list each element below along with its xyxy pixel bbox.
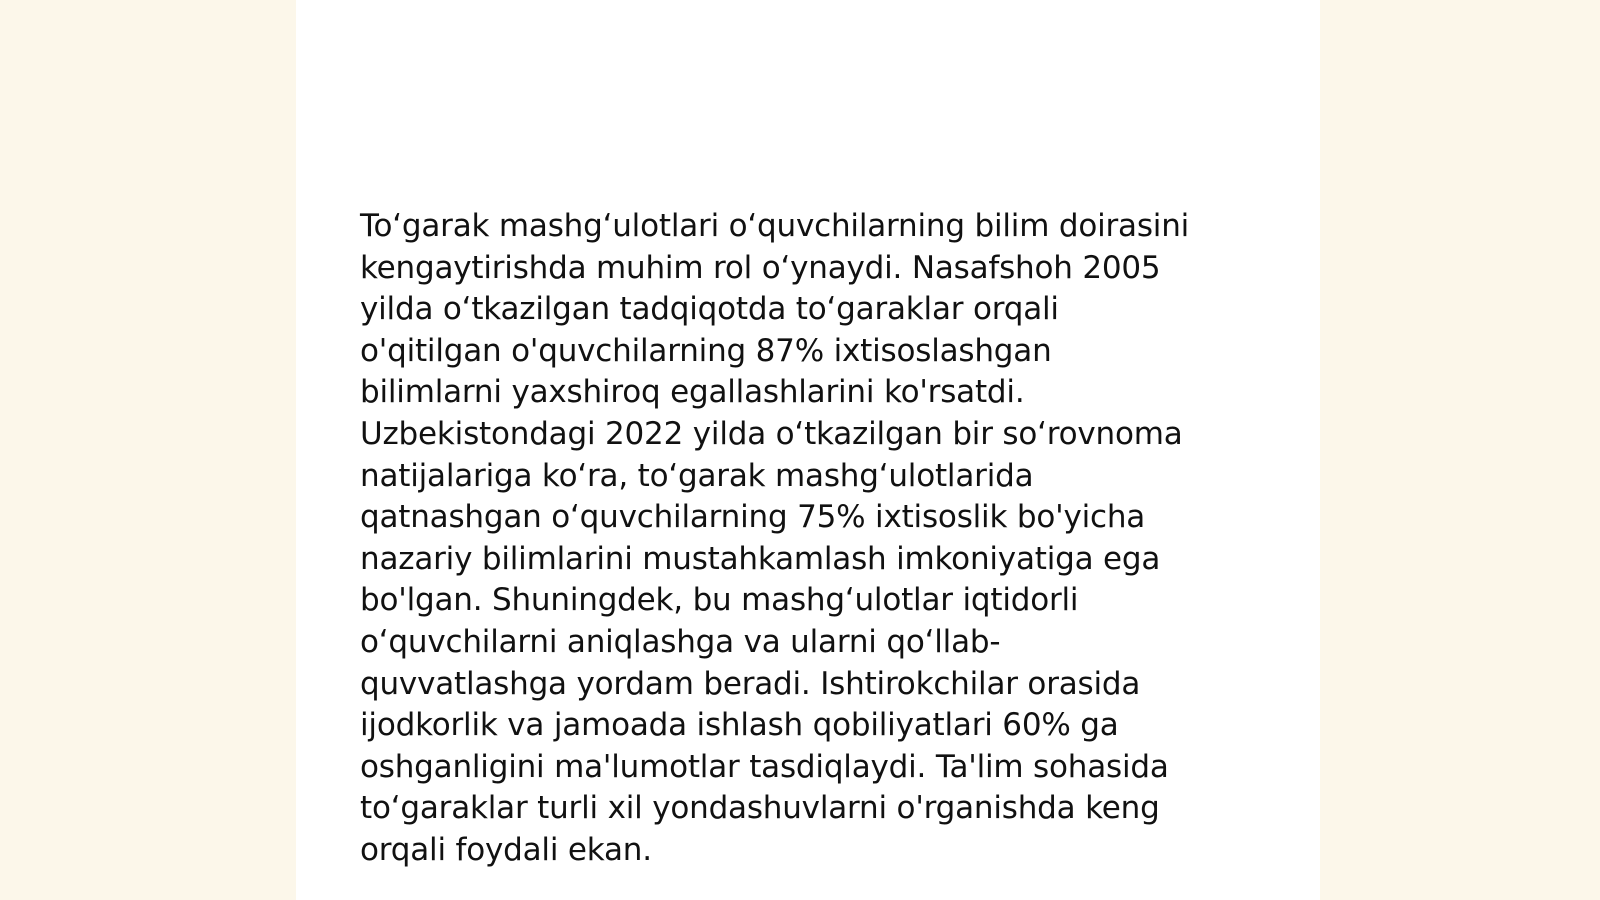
document-page — [296, 0, 1320, 900]
paragraph-line: ijodkorlik va jamoada ishlash qobiliyatlari 60% ga — [360, 707, 1119, 744]
paragraph-line: kengaytirishda muhim rol o‘ynaydi. Nasafshoh 2005 — [360, 249, 1161, 286]
paragraph-line: oshganligini ma'lumotlar tasdiqlaydi. Ta'lim sohasida — [360, 748, 1169, 785]
paragraph-line: bo'lgan. Shuningdek, bu mashg‘ulotlar iqtidorli — [360, 582, 1079, 619]
paragraph-line: nazariy bilimlarini mustahkamlash imkoniyatiga ega — [360, 540, 1161, 577]
paragraph-line: qatnashgan o‘quvchilarning 75% ixtisoslik bo'yicha — [360, 499, 1146, 536]
body-paragraph — [360, 206, 1260, 872]
paragraph-line: o‘quvchilarni aniqlashga va ularni qo‘llab- — [360, 623, 1001, 660]
paragraph-line: orqali foydali ekan. — [360, 831, 652, 868]
paragraph-line: yilda o‘tkazilgan tadqiqotda to‘garaklar orqali — [360, 291, 1059, 328]
paragraph-line: bilimlarni yaxshiroq egallashlarini ko'rsatdi. — [360, 374, 1025, 411]
paragraph-line: To‘garak mashg‘ulotlari o‘quvchilarning bilim doirasini — [360, 208, 1190, 244]
paragraph-line: to‘garaklar turli xil yondashuvlarni o'rganishda keng — [360, 790, 1160, 827]
paragraph-line: quvvatlashga yordam beradi. Ishtirokchilar orasida — [360, 665, 1141, 702]
paragraph-line: Uzbekistondagi 2022 yilda o‘tkazilgan bir so‘rovnoma — [360, 415, 1183, 452]
paragraph-line: o'qitilgan o'quvchilarning 87% ixtisoslashgan — [360, 332, 1052, 369]
paragraph-line: natijalariga ko‘ra, to‘garak mashg‘ulotlarida — [360, 457, 1034, 494]
